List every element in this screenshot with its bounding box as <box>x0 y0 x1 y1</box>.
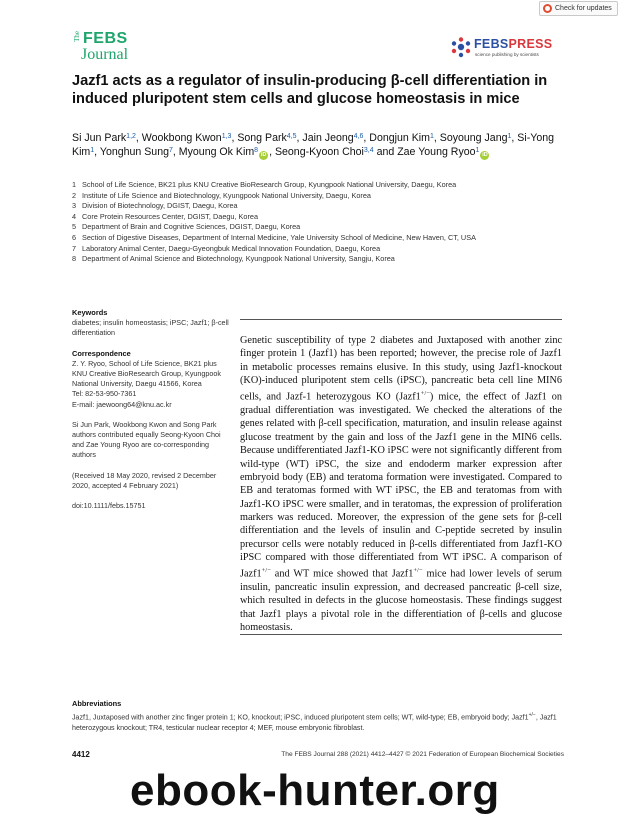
author-separator: , <box>296 132 303 144</box>
logo-the: The <box>73 31 81 42</box>
author-separator: , <box>135 132 142 144</box>
affiliation-number: 4 <box>72 211 77 221</box>
author-name[interactable]: Wookbong Kwon <box>141 132 222 144</box>
author-affiliation-sup: 1,2 <box>126 133 136 140</box>
author-affiliation-sup: 1 <box>507 133 512 140</box>
affiliation-text: School of Life Science, BK21 plus KNU Creative BioResearch Group, Kyungpook National University, Daegu, Korea <box>82 180 457 189</box>
affiliation-text: Institute of Life Science and Biotechnology, Kyungpook National University, Daegu, Korea <box>82 190 371 200</box>
affiliation-text: Division of Biotechnology, DGIST, Daegu, Korea <box>82 201 238 211</box>
check-for-updates-button[interactable] <box>539 1 618 16</box>
logo-febs: FEBS <box>83 30 128 47</box>
author-affiliation-sup: 3,4 <box>363 147 374 155</box>
affiliation-number: 2 <box>72 190 77 200</box>
affiliation-item <box>72 233 562 244</box>
correspondence-heading: Correspondence <box>72 348 131 358</box>
abstract-bottom-rule <box>240 634 562 635</box>
febs-press-dots-icon <box>450 36 472 58</box>
author-name[interactable]: Soyoung Jang <box>439 132 508 144</box>
logo-journal: Journal <box>81 46 129 63</box>
author-affiliation-sup: 4,6 <box>353 133 364 140</box>
affiliation-text: Core Protein Resources Center, DGIST, Daegu, Korea <box>82 211 259 221</box>
affiliation-item <box>72 191 562 202</box>
press-logo-tagline: science publishing by scientists <box>475 52 539 57</box>
correspondence-address: Z. Y. Ryoo, School of Life Science, BK21 plus KNU Creative BioResearch Group, Kyungpook National University, Daegu 41566, Korea <box>72 358 222 389</box>
page-number: 4412 <box>72 750 90 759</box>
febs-press-logo <box>450 34 560 60</box>
doi-link[interactable]: doi:10.1111/febs.15751 <box>72 501 146 511</box>
article-title: Jazf1 acts as a regulator of insulin-producing β-cell differentiation in induced pluripotent stem cells and glucose homeostasis in mice <box>72 73 548 107</box>
author-contribution-note: Si Jun Park, Wookbong Kwon and Song Park authors contributed equally Seong-Kyoon Choi and Zae Young Ryoo are co-corresponding authors <box>72 419 221 460</box>
abbreviations-heading: Abbreviations <box>72 699 122 708</box>
check-for-updates-label: Check for updates <box>555 5 612 12</box>
author-separator: , <box>94 146 100 159</box>
author-name[interactable]: Song Park <box>237 132 287 144</box>
author-separator: , <box>231 132 238 144</box>
author-name[interactable]: Zae Young Ryoo <box>397 146 476 159</box>
affiliation-list <box>72 180 562 265</box>
author-affiliation-sup: 1 <box>429 133 434 140</box>
affiliation-text: Laboratory Animal Center, Daegu-Gyeongbuk Medical Innovation Foundation, Daegu, Korea <box>82 243 381 253</box>
affiliation-number: 5 <box>72 222 77 232</box>
affiliation-item <box>72 254 562 265</box>
affiliation-item <box>72 244 562 255</box>
author-affiliation-sup: 1 <box>90 147 95 155</box>
affiliation-text: Department of Brain and Cognitive Sciences, DGIST, Daegu, Korea <box>82 222 301 232</box>
author-separator: , <box>511 132 518 144</box>
author-name[interactable]: Myoung Ok Kim <box>178 146 255 159</box>
abbreviations-text: Jazf1, Juxtaposed with another zinc finger protein 1; KO, knockout; iPSC, induced pluripotent stem cells; WT, wild-type; EB, embryoid body; Jazf1+/−, Jazf1 heterozygous knockout; TR4, testicular nuclear receptor 4; MEF, mouse embryonic fibroblast. <box>72 712 557 732</box>
author-affiliation-sup: 7 <box>169 147 173 155</box>
affiliation-number: 7 <box>72 243 77 253</box>
author-affiliation-sup: 4,5 <box>286 133 297 140</box>
watermark: ebook-hunter.org <box>130 766 500 815</box>
author-separator: , <box>433 132 440 144</box>
received-dates: (Received 18 May 2020, revised 2 December 2020, accepted 4 February 2021) <box>72 470 217 490</box>
affiliation-item <box>72 180 562 191</box>
keywords-text: diabetes; insulin homeostasis; iPSC; Jazf1; β-cell differentiation <box>72 318 229 338</box>
author-separator: , <box>269 146 275 159</box>
febs-journal-logo <box>73 30 145 66</box>
article-info-sidebar <box>72 308 232 511</box>
correspondence-email[interactable]: E-mail: jaewoong64@knu.ac.kr <box>72 399 172 409</box>
author-separator: , <box>172 146 179 159</box>
affiliation-text: Department of Animal Science and Biotechnology, Kyungpook National University, Sangju, Korea <box>82 254 395 264</box>
affiliation-number: 3 <box>72 201 77 211</box>
author-separator: and <box>373 146 398 159</box>
author-affiliation-sup: 8 <box>254 147 259 155</box>
affiliation-item <box>72 222 562 233</box>
press-logo-name: FEBSPRESS <box>474 37 553 51</box>
author-name[interactable]: Si-Yong Kim <box>72 132 555 159</box>
correspondence-tel: Tel: 82-53-950-7361 <box>72 389 137 399</box>
abstract-text: Genetic susceptibility of type 2 diabetes and Juxtaposed with another zinc finger protein 1 (Jazf1) has been reported; however, the precise role of Jazf1 in metabolic processes remains elusive. In this study, using Jazf1-knockout (KO)-induced pluripotent stem cells (iPSC), pancreatic beta cell line MIN6 cells, and Jazf-1 heterozygous KO (Jazf1+/−) mice, the effect of Jazf1 on gradual differentiation was investigated. We checked the alterations of the genes related with β-cell specification, maturation, and insulin release against glucose treatment by the gain and loss of the Jazf1 gene in the MIN6 cells. Because undifferentiated Jazf1-KO iPSC were not significantly different from wild-type (WT) iPSC, the size and endoderm marker expression after embryoid body (EB) and teratoma formation were investigated. Compared to EB and teratomas formed with WT iPSC, the EB and teratomas from with Jazf1-KO iPSC were smaller, and in teratomas, the expression of proliferation markers was reduced. Moreover, the expression of the gene sets for β-cell differentiation and the levels of insulin and C-peptide secreted by insulin precursor cells were notably reduced in β-cells differentiated from Jazf1-KO iPSC compared with those differentiated from WT iPSC. A comparison of Jazf1+/− and WT mice showed that Jazf1+/− mice had lower levels of serum insulin, pancreatic insulin expression, and decreased pancreatic β-cell size, which resulted in defects in the glucose homeostasis. These findings suggest that Jazf1 plays a pivotal role in the differentiation of β-cells and glucose homeostasis. <box>240 335 562 634</box>
keywords-heading: Keywords <box>72 308 108 317</box>
affiliation-number: 8 <box>72 254 77 264</box>
footer-citation: The FEBS Journal 288 (2021) 4412–4427 © 2021 Federation of European Biochemical Societies <box>281 751 564 758</box>
author-separator: , <box>363 132 370 144</box>
affiliation-item <box>72 201 562 212</box>
abstract-top-rule <box>240 319 562 320</box>
author-name[interactable]: Yonghun Sung <box>99 146 169 159</box>
author-name[interactable]: Si Jun Park <box>72 132 127 144</box>
affiliation-item <box>72 212 562 223</box>
author-name[interactable]: Jain Jeong <box>302 132 354 144</box>
update-badge-icon <box>543 4 552 13</box>
affiliation-number: 6 <box>72 232 77 242</box>
orcid-icon[interactable]: iD <box>482 152 488 159</box>
author-name[interactable]: Seong-Kyoon Choi <box>274 146 364 159</box>
author-affiliation-sup: 1,3 <box>221 133 232 140</box>
author-name[interactable]: Dongjun Kim <box>369 132 430 144</box>
affiliation-number: 1 <box>72 180 77 189</box>
orcid-icon[interactable]: iD <box>260 152 267 159</box>
author-affiliation-sup: 1 <box>475 147 480 155</box>
affiliation-text: Section of Digestive Diseases, Department of Internal Medicine, Yale University School of Medicine, New Haven, CT, USA <box>82 232 476 242</box>
author-list <box>72 131 562 160</box>
